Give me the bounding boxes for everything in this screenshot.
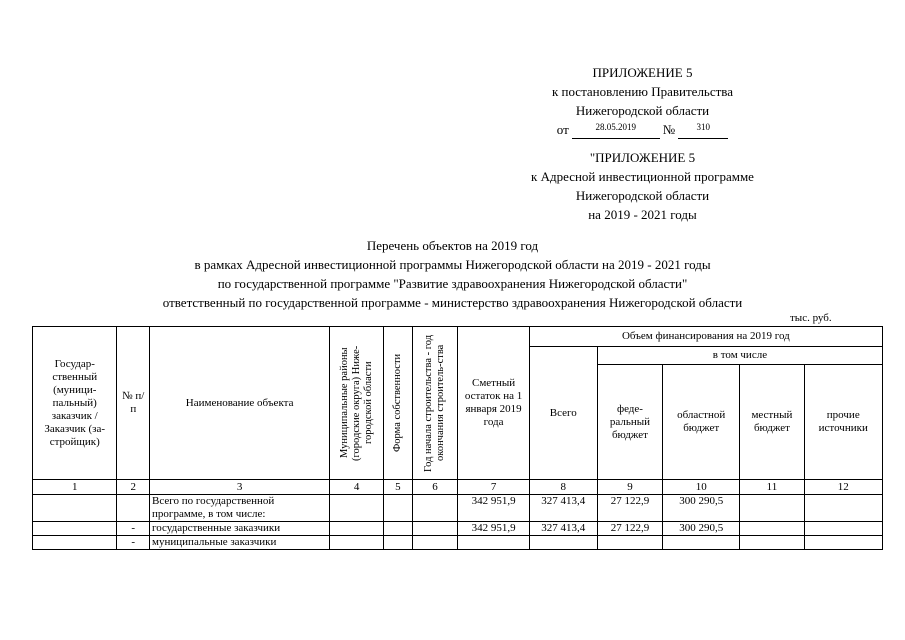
column-number: 10 xyxy=(663,480,740,495)
column-number: 7 xyxy=(458,480,529,495)
cell-districts xyxy=(330,522,384,536)
appendix-title: ПРИЛОЖЕНИЕ 5 xyxy=(592,65,693,80)
title-line-3: по государственной программе "Развитие здравоохранения Нижегородской области" xyxy=(217,276,688,291)
column-number: 8 xyxy=(529,480,597,495)
document-title xyxy=(100,236,805,312)
cell-federal: 27 122,9 xyxy=(597,522,662,536)
cell-ownership xyxy=(384,536,413,550)
cell-object-name: государственные заказчики xyxy=(150,522,330,536)
title-line-1: Перечень объектов на 2019 год xyxy=(366,238,539,253)
cell-customer xyxy=(33,536,117,550)
header-funding: Объем финансирования на 2019 год xyxy=(529,327,882,347)
cell-local xyxy=(740,536,804,550)
program-appendix-header xyxy=(505,148,780,224)
cell-federal xyxy=(597,536,662,550)
number-sign: № xyxy=(662,122,676,137)
header-estimate: Сметный остаток на 1 января 2019 года xyxy=(458,327,529,480)
cell-years xyxy=(412,495,458,522)
header-districts: Муниципальные районы (городские округа) Ниже-городской области xyxy=(338,345,374,461)
column-number: 2 xyxy=(117,480,150,495)
cell-other xyxy=(804,536,883,550)
column-number: 9 xyxy=(597,480,662,495)
appendix-line-3: Нижегородской области xyxy=(575,103,710,118)
header-federal: феде-ральный бюджет xyxy=(597,365,662,480)
cell-estimate: 342 951,9 xyxy=(458,495,529,522)
column-number: 6 xyxy=(412,480,458,495)
cell-total xyxy=(529,536,597,550)
header-ownership: Форма собственности xyxy=(391,353,403,453)
table-row-municipal-customers xyxy=(33,536,883,550)
program-appendix-line-3: Нижегородской области xyxy=(575,188,710,203)
cell-number xyxy=(117,495,150,522)
decree-number: 310 xyxy=(696,122,710,132)
cell-ownership xyxy=(384,495,413,522)
appendix-header xyxy=(520,63,765,139)
cell-regional: 300 290,5 xyxy=(663,522,740,536)
program-appendix-title: "ПРИЛОЖЕНИЕ 5 xyxy=(589,150,696,165)
column-number: 11 xyxy=(740,480,804,495)
cell-districts xyxy=(330,495,384,522)
header-total: Всего xyxy=(529,347,597,480)
column-number: 3 xyxy=(150,480,330,495)
decree-number-field xyxy=(678,122,728,139)
cell-estimate: 342 951,9 xyxy=(458,522,529,536)
decree-date: 28.05.2019 xyxy=(595,122,637,132)
cell-local xyxy=(740,495,804,522)
header-local: местный бюджет xyxy=(740,365,804,480)
appendix-line-2: к постановлению Правительства xyxy=(551,84,734,99)
cell-years xyxy=(412,522,458,536)
title-line-2: в рамках Адресной инвестиционной программы Нижегородской области на 2019 - 2021 годы xyxy=(194,257,711,272)
header-ownership-cell xyxy=(384,327,413,480)
table-row-total xyxy=(33,495,883,522)
column-numbers-row xyxy=(33,480,883,495)
program-appendix-line-4: на 2019 - 2021 годы xyxy=(588,207,697,222)
cell-estimate xyxy=(458,536,529,550)
table-row-state-customers xyxy=(33,522,883,536)
header-number: № п/п xyxy=(117,327,150,480)
cell-number: - xyxy=(117,536,150,550)
header-including: в том числе xyxy=(597,347,882,365)
cell-regional: 300 290,5 xyxy=(663,495,740,522)
header-years-cell xyxy=(412,327,458,480)
from-prefix: от xyxy=(556,122,569,137)
column-number: 5 xyxy=(384,480,413,495)
cell-customer xyxy=(33,522,117,536)
decree-date-line xyxy=(520,120,765,139)
cell-federal: 27 122,9 xyxy=(597,495,662,522)
cell-regional xyxy=(663,536,740,550)
objects-table xyxy=(32,326,883,550)
column-number: 12 xyxy=(804,480,883,495)
cell-years xyxy=(412,536,458,550)
header-other: прочие источники xyxy=(804,365,883,480)
program-appendix-line-2: к Адресной инвестиционной программе xyxy=(531,169,754,184)
header-customer: Государ-ственный (муници-пальный) заказчик / Заказчик (за-стройщик) xyxy=(33,327,117,480)
cell-total: 327 413,4 xyxy=(529,522,597,536)
units-label: тыс. руб. xyxy=(790,312,832,324)
header-districts-cell xyxy=(330,327,384,480)
column-number: 1 xyxy=(33,480,117,495)
decree-date-field xyxy=(572,122,660,139)
cell-other xyxy=(804,522,883,536)
column-number: 4 xyxy=(330,480,384,495)
cell-customer xyxy=(33,495,117,522)
cell-other xyxy=(804,495,883,522)
header-years: Год начала строительства - год окончания строитель-ства xyxy=(423,334,447,472)
title-line-4: ответственный по государственной программе - министерство здравоохранения Нижегородской области xyxy=(162,295,743,310)
cell-ownership xyxy=(384,522,413,536)
header-object-name: Наименование объекта xyxy=(150,327,330,480)
header-regional: областной бюджет xyxy=(663,365,740,480)
cell-districts xyxy=(330,536,384,550)
cell-local xyxy=(740,522,804,536)
cell-object-name: муниципальные заказчики xyxy=(150,536,330,550)
cell-total: 327 413,4 xyxy=(529,495,597,522)
cell-number: - xyxy=(117,522,150,536)
cell-object-name: Всего по государственной программе, в том числе: xyxy=(150,495,330,522)
